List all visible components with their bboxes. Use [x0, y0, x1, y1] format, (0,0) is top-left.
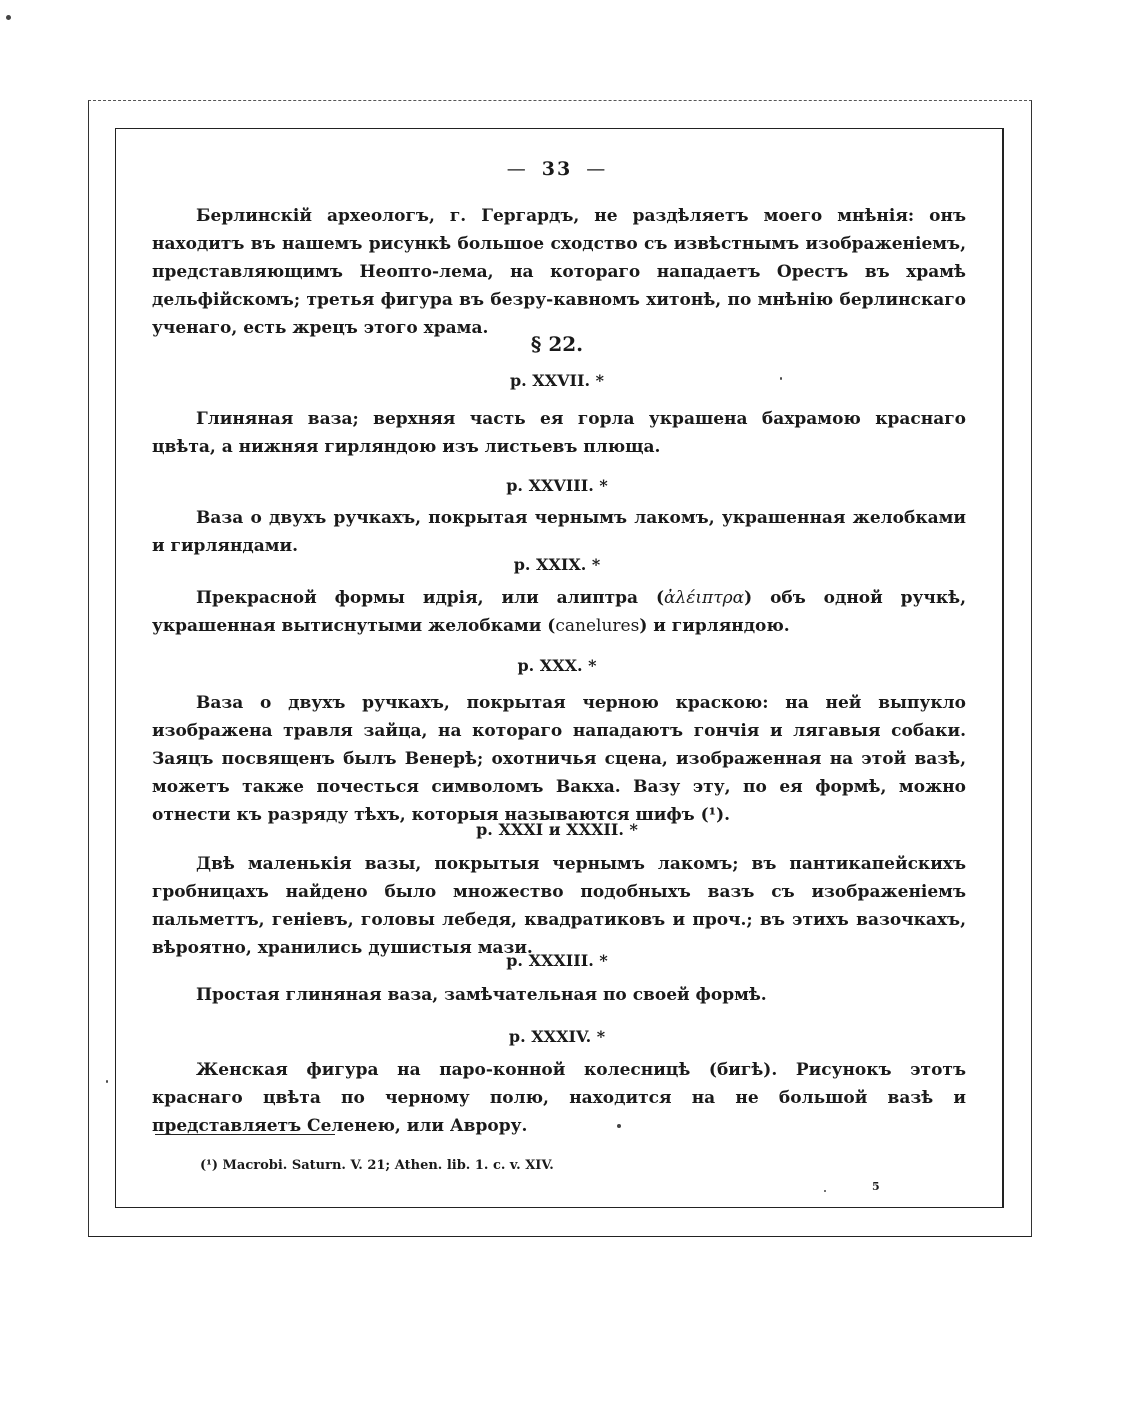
paragraph-xxvii-text: Глиняная ваза; верхняя часть ея горла украшена бахрамою краснаго цвѣта, а нижняя гирляндою изъ листьевъ плюща. [152, 409, 966, 457]
page-number-value: 33 [541, 158, 573, 180]
page-number [0, 158, 1114, 180]
plate-heading-xxxiv: р. XXXIV. * [508, 1027, 606, 1046]
section-heading: § 22. [530, 332, 584, 356]
plate-heading-xxxi-xxxii: р. XXXI и XXXII. * [476, 820, 638, 839]
scan-speck [617, 1124, 621, 1128]
paragraph-xxviii [152, 504, 966, 560]
paragraph-xxxiv [152, 1056, 966, 1140]
greek-word: ἀλέιπτρα [664, 588, 745, 608]
paragraph-xxxi-xxxii [152, 850, 966, 962]
french-word: canelures [555, 616, 640, 636]
page-number-dash-left: — [506, 158, 528, 180]
paragraph-xxxiv-text: Женская фигура на паро-конной колесницѣ (бигѣ). Рисунокъ этотъ краснаго цвѣта по черному полю, находится на не большой вазѣ и представляетъ Селенею, или Аврору. [152, 1060, 966, 1136]
paragraph-intro [152, 202, 966, 342]
paragraph-xxix [152, 584, 966, 640]
scan-speck [780, 377, 782, 380]
scan-speck [824, 1190, 826, 1192]
paragraph-xxxi-xxxii-text: Двѣ маленькія вазы, покрытыя чернымъ лакомъ; въ пантикапейскихъ гробницахъ найдено было множество подобныхъ вазъ съ изображеніемъ пальметтъ, геніевъ, головы лебедя, квадратиковъ и проч.; въ этихъ вазочкахъ, вѣроятно, хранились душистыя мази. [152, 854, 966, 958]
paragraph-xxviii-text: Ваза о двухъ ручкахъ, покрытая чернымъ лакомъ, украшенная желобками и гирляндами. [152, 508, 966, 556]
plate-heading-xxxiii: р. XXXIII. * [506, 951, 608, 970]
paragraph-xxvii [152, 405, 966, 461]
paragraph-xxx-text: Ваза о двухъ ручкахъ, покрытая черною краскою: на ней выпукло изображена травля зайца, на котораго нападаютъ гончія и лягавыя собаки. Заяцъ посвященъ былъ Венерѣ; охотничья сцена, изображенная на этой вазѣ, можетъ также почесться символомъ Вакха. Вазу эту, по ея формѣ, можно отнести къ разряду тѣхъ, которыя называются шифъ (¹). [152, 693, 966, 825]
plate-heading-xxviii: р. XXVIII. * [506, 476, 608, 495]
paragraph-xxxiii [152, 981, 966, 1009]
page-number-dash-right: — [586, 158, 608, 180]
paragraph-intro-text: Берлинскій археологъ, г. Гергардъ, не раздѣляетъ моего мнѣнія: онъ находитъ въ нашемъ рисункѣ большое сходство съ извѣстнымъ изображеніемъ, представляющимъ Неопто-лема, на котораго нападаетъ Орестъ въ храмѣ дельфійскомъ; третья фигура въ безру-кавномъ хитонѣ, по мнѣнію берлинскаго ученаго, есть жрецъ этого храма. [152, 206, 966, 338]
signature-mark: 5 [872, 1180, 880, 1193]
paragraph-xxix-text-a: Прекрасной формы идрія, или алиптра ( [196, 588, 665, 608]
paragraph-xxx [152, 689, 966, 829]
scan-speck [6, 15, 11, 20]
plate-heading-xxx: р. XXX. * [517, 656, 597, 675]
paragraph-xxxiii-text: Простая глиняная ваза, замѣчательная по своей формѣ. [196, 985, 767, 1005]
paragraph-xxix-text-b: ) объ одной ручкѣ, украшенная вытиснутыми желобками ( [152, 588, 966, 636]
paragraph-xxix-text-c: ) и гирляндою. [639, 616, 790, 636]
plate-heading-xxix: р. XXIX. * [513, 555, 601, 574]
scan-speck [106, 1080, 108, 1083]
footnote-divider [155, 1134, 335, 1135]
footnote: (¹) Macrobi. Saturn. V. 21; Athen. lib. 1. c. v. XIV. [200, 1158, 554, 1173]
plate-heading-xxvii: р. XXVII. * [509, 371, 605, 390]
